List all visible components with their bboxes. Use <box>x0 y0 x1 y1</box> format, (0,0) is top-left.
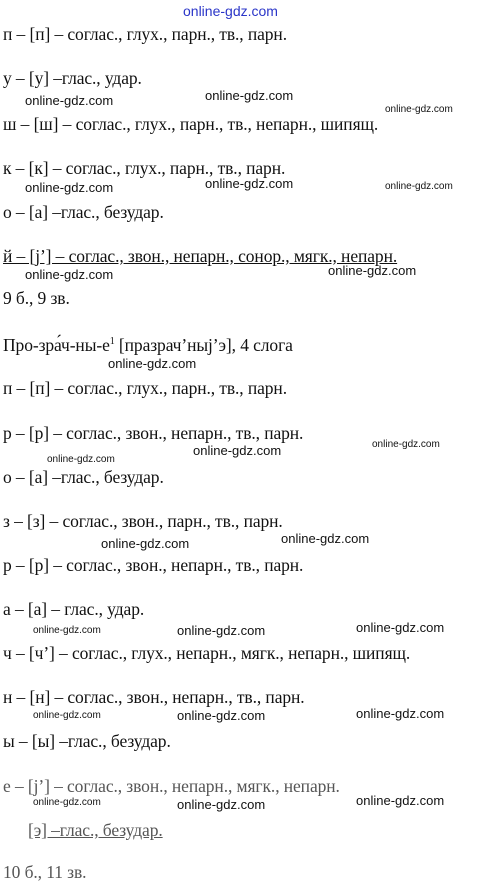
watermark: online-gdz.com <box>205 176 294 191</box>
watermark: online-gdz.com <box>25 180 114 195</box>
word-syllables: Про-зра́ч-ны-е <box>3 334 110 355</box>
watermark: online-gdz.com <box>108 356 197 371</box>
summary-line: 9 б., 9 зв. <box>3 288 70 308</box>
watermark-top: online-gdz.com <box>183 3 278 19</box>
watermark: online-gdz.com <box>328 263 417 278</box>
watermark: online-gdz.com <box>372 439 440 450</box>
phonetic-line: [э] –глас., безудар. <box>28 820 163 840</box>
word-transcription: [празрач’ныj’э], 4 слога <box>114 334 293 355</box>
watermark: online-gdz.com <box>356 620 445 635</box>
phonetic-line: з – [з] – соглас., звон., парн., тв., парн. <box>3 511 283 531</box>
watermark: online-gdz.com <box>25 93 114 108</box>
watermark: online-gdz.com <box>385 181 453 192</box>
stress-footnote: 1 <box>109 336 115 347</box>
phonetic-line: й – [j’] – соглас., звон., непарн., сонор., мягк., непарн. <box>3 246 398 266</box>
phonetic-line: п – [п] – соглас., глух., парн., тв., парн. <box>3 24 287 44</box>
watermark: online-gdz.com <box>177 708 266 723</box>
phonetic-line: у – [у] –глас., удар. <box>3 68 142 88</box>
watermark: online-gdz.com <box>281 531 370 546</box>
watermark: online-gdz.com <box>193 443 282 458</box>
word-heading <box>3 332 293 355</box>
phonetic-line: р – [р] – соглас., звон., непарн., тв., парн. <box>3 555 304 575</box>
watermark: online-gdz.com <box>205 88 294 103</box>
watermark: online-gdz.com <box>25 267 114 282</box>
summary-line: 10 б., 11 зв. <box>3 862 87 882</box>
phonetic-line: к – [к] – соглас., глух., парн., тв., парн. <box>3 158 286 178</box>
phonetic-line: н – [н] – соглас., звон., непарн., тв., парн. <box>3 687 305 707</box>
watermark: online-gdz.com <box>356 793 445 808</box>
watermark: online-gdz.com <box>177 623 266 638</box>
watermark: online-gdz.com <box>356 706 445 721</box>
watermark: online-gdz.com <box>47 454 115 465</box>
phonetic-line: ы – [ы] –глас., безудар. <box>3 731 171 751</box>
phonetic-line: ч – [ч’] – соглас., глух., непарн., мягк., непарн., шипящ. <box>3 643 411 663</box>
watermark: online-gdz.com <box>177 797 266 812</box>
phonetic-line: о – [а] –глас., безудар. <box>3 467 164 487</box>
watermark: online-gdz.com <box>101 536 190 551</box>
phonetic-line: е – [j’] – соглас., звон., непарн., мягк., непарн. <box>3 776 340 796</box>
phonetic-line: о – [а] –глас., безудар. <box>3 202 164 222</box>
phonetic-line: р – [р] – соглас., звон., непарн., тв., парн. <box>3 423 304 443</box>
watermark: online-gdz.com <box>385 104 453 115</box>
phonetic-line: п – [п] – соглас., глух., парн., тв., парн. <box>3 378 287 398</box>
phonetic-line: а – [а] – глас., удар. <box>3 599 145 619</box>
watermark: online-gdz.com <box>33 797 101 808</box>
watermark: online-gdz.com <box>33 710 101 721</box>
watermark: online-gdz.com <box>33 625 101 636</box>
phonetic-line: ш – [ш] – соглас., глух., парн., тв., непарн., шипящ. <box>3 114 379 134</box>
